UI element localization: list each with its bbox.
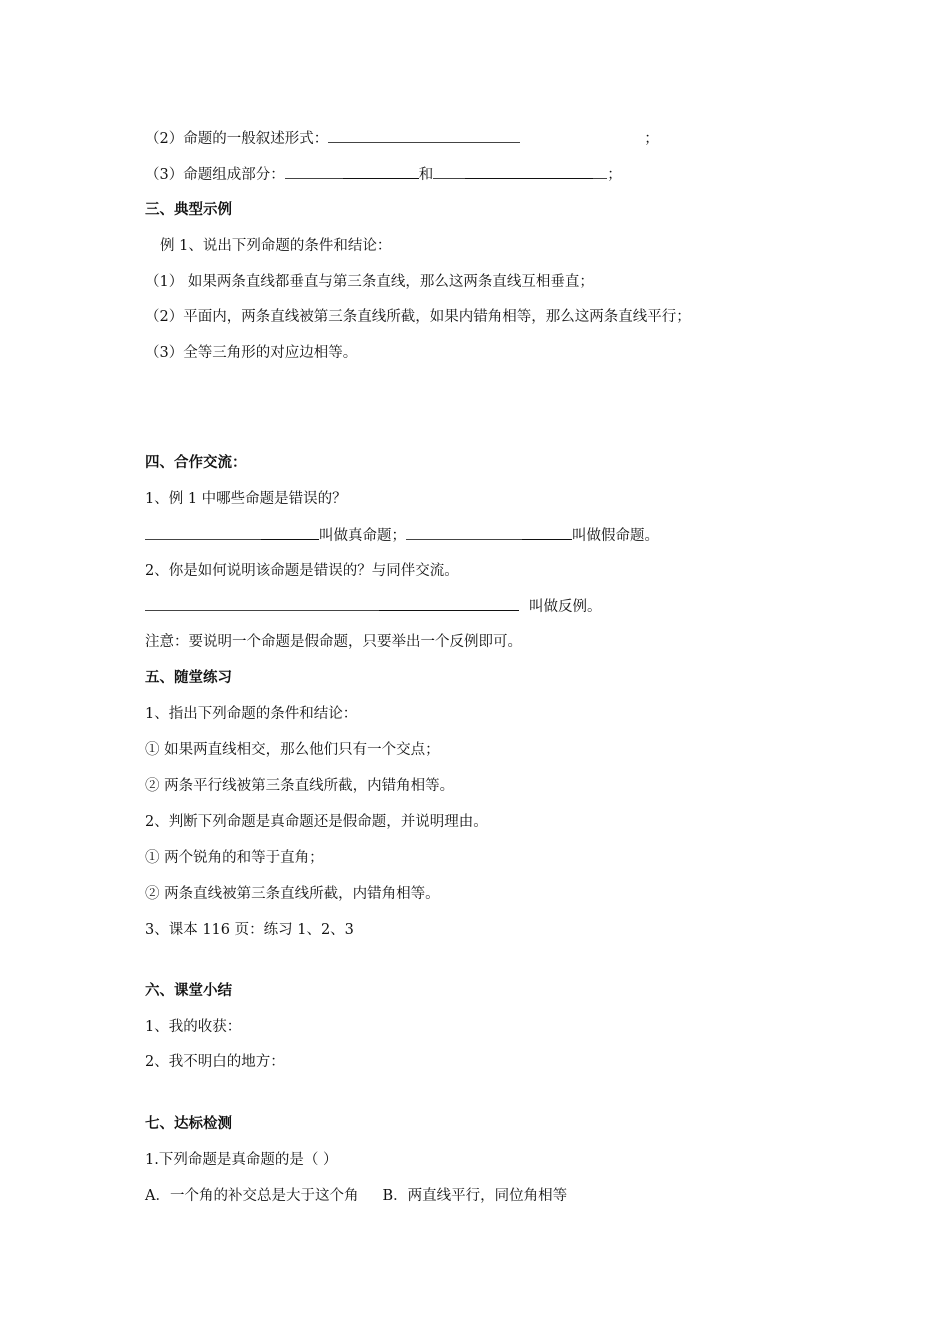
false-blank-2 bbox=[522, 525, 572, 540]
test-question-1: 1.下列命题是真命题的是（ ） bbox=[145, 1152, 338, 1168]
sec5-question-1: 1、指出下列命题的条件和结论： bbox=[145, 706, 358, 722]
item3-blank-a2 bbox=[343, 164, 419, 179]
sec5-question-3: 3、课本 116 页：练习 1、2、3 bbox=[145, 922, 354, 938]
example-item-3: （3）全等三角形的对应边相等。 bbox=[145, 345, 358, 361]
section-3-heading: 三、典型示例 bbox=[145, 202, 232, 218]
item3-label: （3）命题组成部分： bbox=[145, 167, 285, 183]
item2-line bbox=[145, 128, 659, 149]
item2-label: （2）命题的一般叙述形式： bbox=[145, 131, 329, 147]
item3-blank-b2 bbox=[465, 164, 593, 179]
counter-blank-2 bbox=[379, 596, 519, 611]
counter-blank-1 bbox=[145, 596, 379, 611]
item2-blank bbox=[328, 128, 520, 143]
true-false-line bbox=[145, 525, 659, 546]
example-item-2: （2）平面内，两条直线被第三条直线所截，如果内错角相等，那么这两条直线平行； bbox=[145, 309, 691, 325]
option-b: B．两直线平行，同位角相等 bbox=[382, 1188, 568, 1204]
item3-blank-a1 bbox=[285, 164, 343, 179]
counterexample-line bbox=[145, 596, 602, 617]
sec4-note: 注意：要说明一个命题是假命题，只要举出一个反例即可。 bbox=[145, 634, 522, 650]
item3-blank-b3 bbox=[593, 164, 607, 179]
section-4-heading: 四、合作交流： bbox=[145, 455, 247, 471]
sec4-question-1: 1、例 1 中哪些命题是错误的？ bbox=[145, 491, 347, 507]
summary-item-1: 1、我的收获： bbox=[145, 1019, 242, 1035]
true-blank-1 bbox=[145, 525, 261, 540]
false-label: 叫做假命题。 bbox=[572, 528, 659, 544]
true-label: 叫做真命题； bbox=[319, 528, 406, 544]
item3-end: ； bbox=[607, 167, 622, 183]
false-blank-1 bbox=[406, 525, 522, 540]
test-options-line bbox=[145, 1186, 567, 1206]
option-a: A．一个角的补交总是大于这个角 bbox=[145, 1188, 359, 1204]
counter-label: 叫做反例。 bbox=[529, 599, 602, 615]
item2-end: ； bbox=[644, 131, 659, 147]
section-6-heading: 六、课堂小结 bbox=[145, 983, 232, 999]
sec5-question-2: 2、判断下列命题是真命题还是假命题，并说明理由。 bbox=[145, 814, 488, 830]
section-7-heading: 七、达标检测 bbox=[145, 1116, 232, 1132]
summary-item-2: 2、我不明白的地方： bbox=[145, 1054, 285, 1070]
item3-and: 和 bbox=[418, 167, 434, 183]
example-1-intro: 例 1、说出下列命题的条件和结论： bbox=[160, 238, 392, 254]
section-5-heading: 五、随堂练习 bbox=[145, 670, 232, 686]
sec4-question-2: 2、你是如何说明该命题是错误的？与同伴交流。 bbox=[145, 563, 459, 579]
sec5-q1-item-1: ① 如果两直线相交，那么他们只有一个交点； bbox=[145, 742, 440, 758]
item3-blank-b1 bbox=[433, 164, 465, 179]
true-blank-2 bbox=[261, 525, 319, 540]
example-item-1: （1） 如果两条直线都垂直与第三条直线，那么这两条直线互相垂直； bbox=[145, 274, 594, 290]
sec5-q2-item-2: ② 两条直线被第三条直线所截，内错角相等。 bbox=[145, 886, 440, 902]
sec5-q2-item-1: ① 两个锐角的和等于直角； bbox=[145, 850, 324, 866]
sec5-q1-item-2: ② 两条平行线被第三条直线所截，内错角相等。 bbox=[145, 778, 455, 794]
item3-line bbox=[145, 164, 622, 185]
